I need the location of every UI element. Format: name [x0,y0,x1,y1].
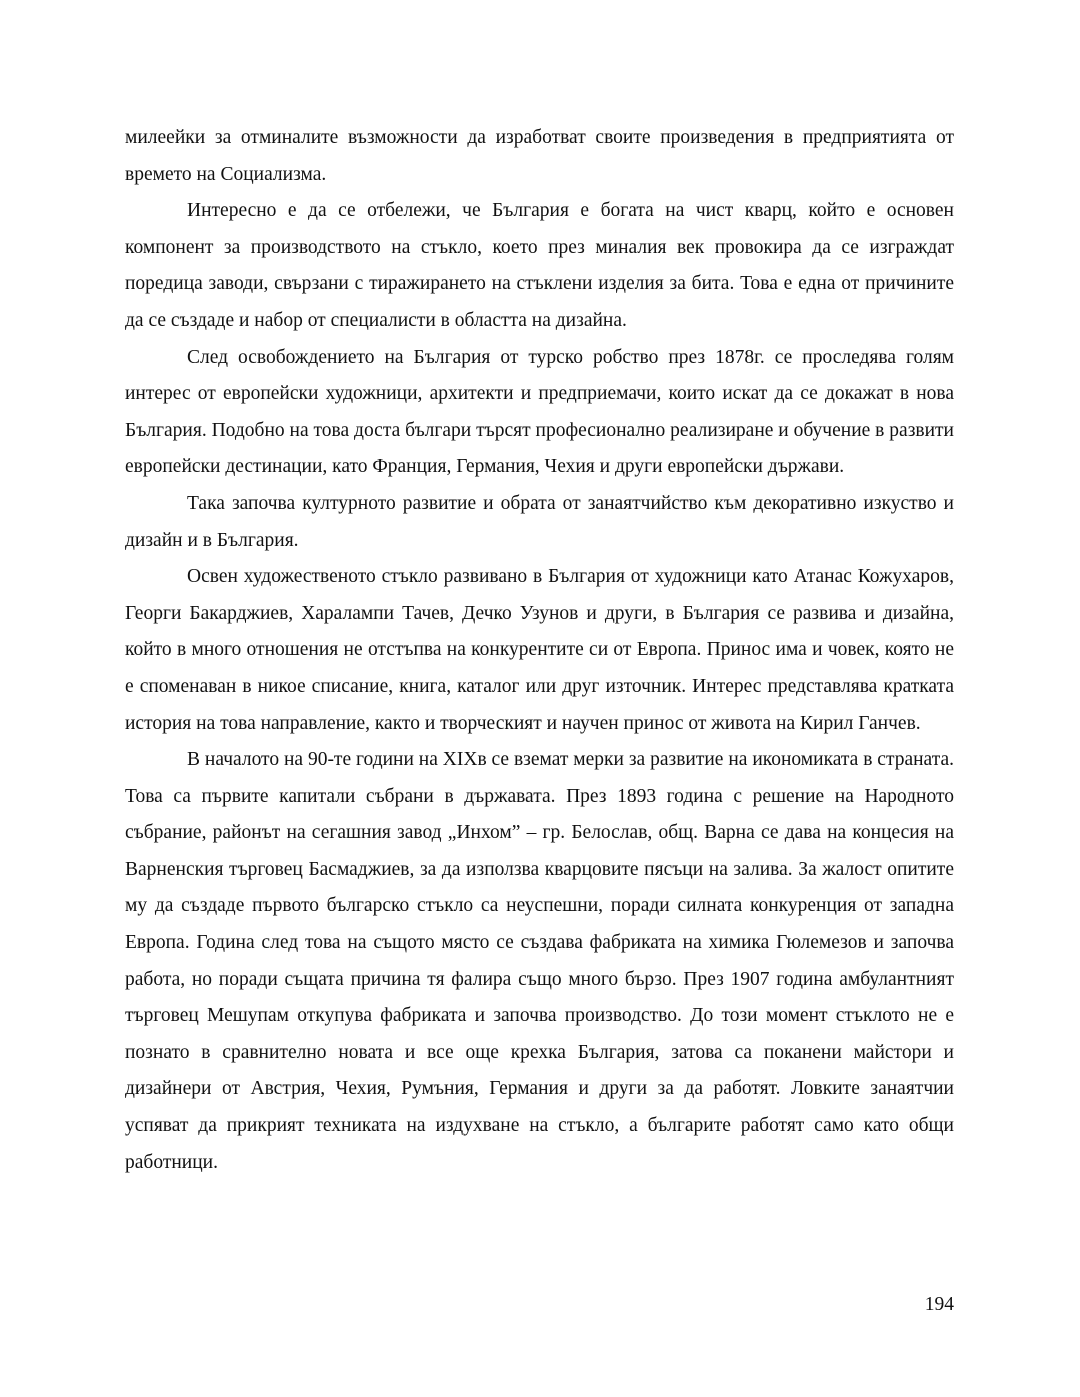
page-number: 194 [924,1294,954,1315]
paragraph-history: В началото на 90-те години на XIXв се вземат мерки за развитие на икономиката в страната. Това са първите капитали събрани в държавата. През 1893 година с решение на Народното събрание, районът на сегашния завод „Инхом” – гр. Белослав, общ. Варна се дава на концесия на Варненския търговец Басмаджиев, за да използва кварцовите пясъци на залива. За жалост опитите му да създаде първото българско стъкло са неуспешни, поради силната конкуренция от западна Европа. Година след това на същото място се създава фабриката на химика Гюлемезов и започва работа, но поради същата причина тя фалира също много бързо. През 1907 година амбулантният търговец Мешупам откупува фабриката и започва производство. До този момент стъклото не е познато в сравнително новата и все още крехка България, затова са поканени майстори и дизайнери от Австрия, Чехия, Румъния, Германия и други за да работят. Ловките занаятчии успяват да прикрият техниката на издухване на стъкло, а българите работят само като общи работници. [125,749,954,1173]
paragraph-cultural-development: Така започва културното развитие и обрата от занаятчийство към декоративно изкуство и дизайн и в България. [125,492,954,551]
paragraph-art-glass: Освен художественото стъкло развивано в България от художници като Атанас Кожухаров, Георги Бакарджиев, Харалампи Тачев, Дечко Узунов и други, в България се развива и дизайна, който в много отношения не отстъпва на конкурентите си от Европа. Принос има и човек, която не е споменаван в никое списание, книга, каталог или друг източник. Интерес представлява кратката история на това направление, както и творческият и научен принос от живота на Кирил Ганчев. [125,566,954,734]
paragraph-liberation: След освобождението на България от турско робство през 1878г. се проследява голям интерес от европейски художници, архитекти и предприемачи, които искат да се докажат в нова България. Подобно на това доста българи търсят професионално реализиране и обучение в развити европейски дестинации, като Франция, Германия, Чехия и други европейски държави. [125,346,954,478]
paragraph-continuation: милеейки за отминалите възможности да изработват своите произведения в предприятията от времето на Социализма. [125,127,954,185]
paragraph-quartz: Интересно е да се отбележи, че България е богата на чист кварц, който е основен компонент за производството на стъкло, което през миналия век провокира да се изграждат поредица заводи, свързани с тиражирането на стъклени изделия за бита. Това е една от причините да се създаде и набор от специалисти в областта на дизайна. [125,200,954,331]
body-text [125,120,954,1181]
